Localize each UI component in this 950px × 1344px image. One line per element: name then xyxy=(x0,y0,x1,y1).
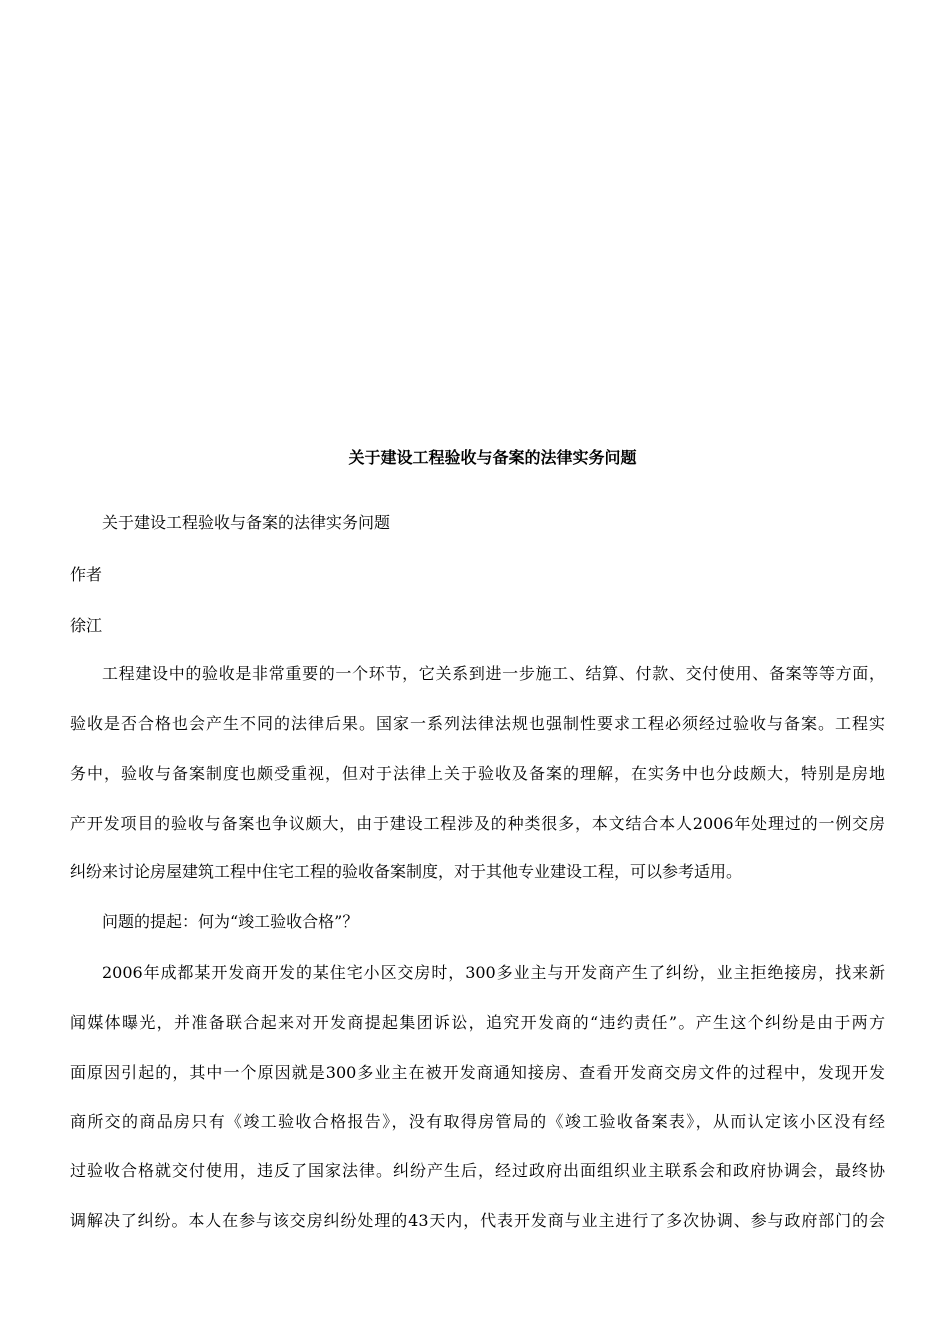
section-heading: 问题的提起：何为“竣工验收合格”？ xyxy=(102,912,359,931)
paragraph-line: 过验收合格就交付使用，违反了国家法律。纠纷产生后，经过政府出面组织业主联系会和政府协调会，最终协 xyxy=(70,1161,885,1180)
author-name: 徐江 xyxy=(70,616,103,635)
paragraph-line: 纠纷来讨论房屋建筑工程中住宅工程的验收备案制度，对于其他专业建设工程，可以参考适用。 xyxy=(70,862,743,881)
paragraph-line: 调解决了纠纷。本人在参与该交房纠纷处理的43天内，代表开发商与业主进行了多次协调、参与政府部门的会 xyxy=(70,1211,885,1230)
author-label: 作者 xyxy=(70,565,103,584)
paragraph-line: 产开发项目的验收与备案也争议颇大，由于建设工程涉及的种类很多，本文结合本人2006年处理过的一例交房 xyxy=(70,814,885,833)
paragraph-line: 面原因引起的，其中一个原因就是300多业主在被开发商通知接房、查看开发商交房文件的过程中，发现开发 xyxy=(70,1063,885,1082)
document-subtitle: 关于建设工程验收与备案的法律实务问题 xyxy=(102,513,391,532)
document-title: 关于建设工程验收与备案的法律实务问题 xyxy=(348,448,637,467)
paragraph-line: 工程建设中的验收是非常重要的一个环节，它关系到进一步施工、结算、付款、交付使用、备案等等方面， xyxy=(102,664,885,683)
paragraph-line: 务中，验收与备案制度也颇受重视，但对于法律上关于验收及备案的理解，在实务中也分歧颇大，特别是房地 xyxy=(70,764,885,783)
paragraph-line: 闻媒体曝光，并准备联合起来对开发商提起集团诉讼，追究开发商的“违约责任”。产生这个纠纷是由于两方 xyxy=(70,1013,885,1032)
paragraph-line: 商所交的商品房只有《竣工验收合格报告》，没有取得房管局的《竣工验收备案表》，从而认定该小区没有经 xyxy=(70,1112,885,1131)
paragraph-line: 验收是否合格也会产生不同的法律后果。国家一系列法律法规也强制性要求工程必须经过验收与备案。工程实 xyxy=(70,714,885,733)
paragraph-line: 2006年成都某开发商开发的某住宅小区交房时，300多业主与开发商产生了纠纷，业主拒绝接房，找来新 xyxy=(102,963,885,982)
